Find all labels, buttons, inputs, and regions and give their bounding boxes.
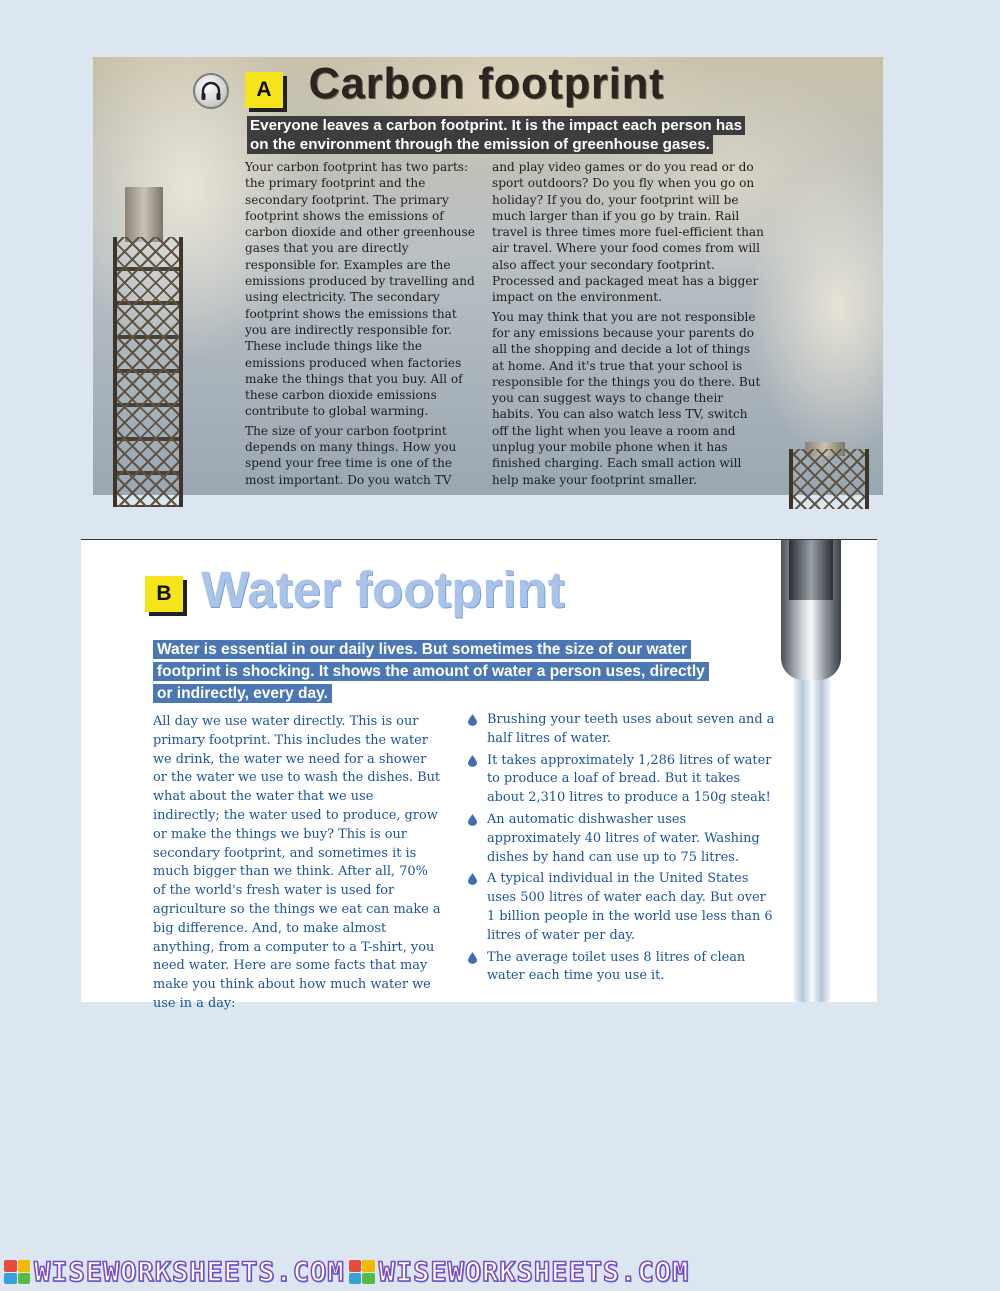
watermark-footer <box>0 1257 1000 1287</box>
water-stream-image <box>793 670 831 1002</box>
section-a-intro <box>247 116 757 154</box>
chimney-left <box>113 237 183 507</box>
logo-tile <box>18 1273 31 1285</box>
section-a-title: Carbon footprint <box>308 59 665 108</box>
watermark <box>349 1257 690 1288</box>
wiseworksheets-logo-icon <box>349 1260 375 1284</box>
headphones-icon[interactable] <box>193 73 229 109</box>
carbon-footprint-section <box>93 57 883 495</box>
water-drop-icon <box>468 755 477 767</box>
section-b-left-column <box>153 713 443 1014</box>
watermark-text: WISEWORKSHEETS.COM <box>34 1256 345 1288</box>
logo-tile <box>362 1273 375 1285</box>
water-drop-icon <box>468 873 477 885</box>
fact-text: The average toilet uses 8 litres of clean water each time you use it. <box>487 949 746 984</box>
list-item <box>465 870 777 945</box>
section-a-intro-text: Everyone leaves a carbon footprint. It is the impact each person has on the environment through the emission of greenhouse gases. <box>247 116 745 154</box>
logo-tile <box>362 1260 375 1272</box>
water-drop-icon <box>468 714 477 726</box>
paragraph: and play video games or do you read or do sport outdoors? Do you fly when you go on holiday? If you do, your footprint will be much larger than if you go by train. Rail travel is three times more fuel-efficient than air travel. Where your food comes from will also affect your secondary footprint. Processed and packaged meat has a bigger impact on the environment. <box>492 160 764 305</box>
logo-tile <box>349 1260 362 1272</box>
paragraph: The size of your carbon footprint depends on many things. How you spend your free time is one of the most important. Do you watch TV <box>245 423 457 487</box>
logo-tile <box>4 1260 17 1272</box>
fact-text: An automatic dishwasher uses approximately 40 litres of water. Washing dishes by hand can use up to 75 litres. <box>487 811 760 865</box>
water-drop-icon <box>468 952 477 964</box>
logo-tile <box>4 1273 17 1285</box>
fact-text: Brushing your teeth uses about seven and a half litres of water. <box>487 712 775 746</box>
list-item <box>465 711 777 749</box>
chimney-left-top <box>125 187 163 242</box>
watermark <box>4 1257 345 1288</box>
section-b-title: Water footprint <box>201 561 565 618</box>
headphones-glyph <box>195 75 227 107</box>
section-b-badge: B <box>145 576 183 612</box>
watermark-text: WISEWORKSHEETS.COM <box>378 1256 690 1288</box>
chimney-right <box>789 449 869 509</box>
tap-pipe <box>789 540 833 600</box>
logo-tile <box>18 1260 31 1272</box>
fact-text: A typical individual in the United States uses 500 litres of water each day. But over 1 billion people in the world use less than 6 litres of water per day. <box>487 871 773 943</box>
paragraph: You may think that you are not responsible for any emissions because your parents do all the shopping and decide a lot of things at home. And it's true that your school is responsible for the things you do there. But you can suggest ways to change their habits. You can also watch less TV, switch off the light when you leave a room and unplug your mobile phone when it has finished charging. Each small action will help make your footprint smaller. <box>492 309 761 487</box>
section-a-left-column <box>245 159 480 491</box>
paragraph: All day we use water directly. This is our primary footprint. This includes the water we drink, the water we need for a shower or the water we use to wash the dishes. But what about the water that we use indirectly; the water used to produce, grow or make the things we buy? This is our secondary footprint, and sometimes it is much bigger than we think. After all, 70% of the world's fresh water is used for agriculture so the things we eat can make a big difference. And, to make almost anything, from a computer to a T-shirt, you need water. Here are some facts that may make you think about how much water we use in a day: <box>153 714 441 1011</box>
list-item <box>465 811 777 867</box>
water-drop-icon <box>468 814 477 826</box>
paragraph: Your carbon footprint has two parts: the primary footprint and the secondary footprint. The primary footprint shows the emissions of carbon dioxide and other greenhouse gases that you are directly responsible for. Examples are the emissions produced by travelling and using electricity. The secondary footprint shows the emissions that you are indirectly responsible for. These include things like the emissions produced when factories make the things that you buy. All of these carbon dioxide emissions contribute to global warming. <box>245 160 475 419</box>
water-facts-list <box>465 711 777 989</box>
section-a-badge: A <box>245 72 283 108</box>
section-b-intro-text: Water is essential in our daily lives. But sometimes the size of our water footprint is shocking. It shows the amount of water a person uses, directly or indirectly, every day. <box>153 640 709 703</box>
section-b-intro <box>153 639 713 705</box>
water-footprint-section <box>81 539 877 1011</box>
section-a-right-column <box>492 159 764 491</box>
logo-tile <box>349 1273 362 1285</box>
wiseworksheets-logo-icon <box>4 1260 30 1284</box>
list-item <box>465 752 777 808</box>
list-item <box>465 949 777 987</box>
fact-text: It takes approximately 1,286 litres of water to produce a loaf of bread. But it takes about 2,310 litres to produce a 150g steak! <box>487 752 772 806</box>
